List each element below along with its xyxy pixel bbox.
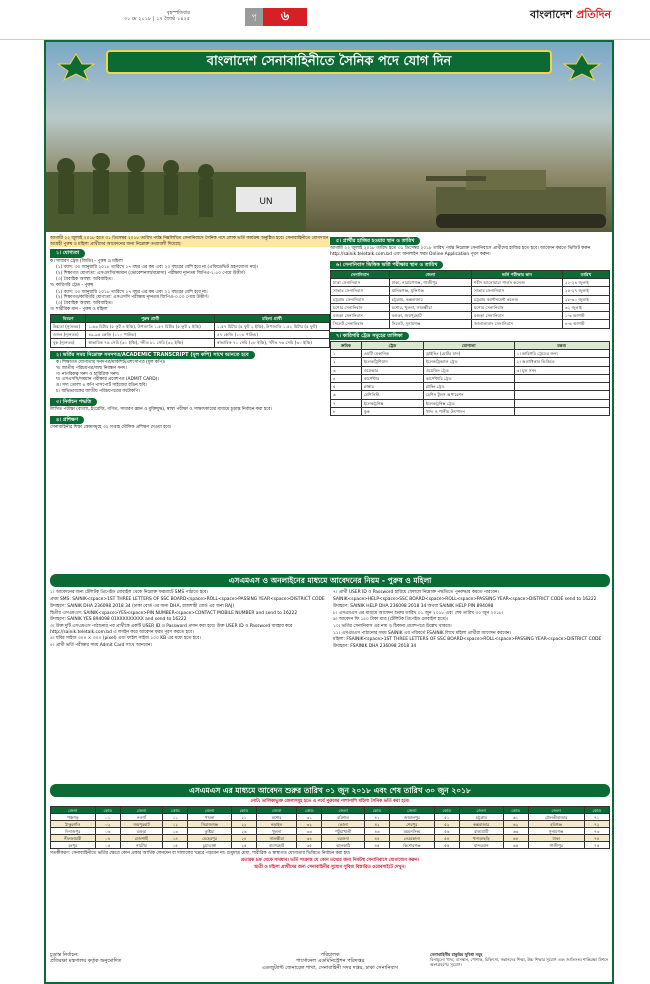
- table-cell: সাভার সেনানিবাস: [331, 287, 390, 295]
- table-row: [331, 312, 610, 320]
- table-cell: যশোর সেনানিবাস: [472, 303, 563, 311]
- table-cell: সিলেট সেনানিবাস: [331, 320, 390, 328]
- section-text: আগামী ২২ জুলাই ২০১৮ তারিখ হতে ৩১ ডিসেম্বর ২০১৮ তারিখ পর্যন্ত নিম্নোক্ত সেনানিবাসে প্রার্থীদের হাজির হতে হবে। আবেদন করতে ভিজিট করুন http://sainik.teletalk.com.bd এবং অনলাইন ফরম Online Application পূরণ করুন।: [330, 246, 591, 257]
- tank-illustration: [426, 142, 612, 232]
- table-cell: ৭৩: [584, 828, 609, 835]
- table-cell: সাতক্ষীরা: [257, 835, 297, 842]
- table-cell: উচ্চতা (ন্যূনতম): [51, 322, 86, 330]
- table-cell: ০৫: [95, 842, 120, 849]
- table-cell: ৪-৬ আগস্ট: [562, 320, 609, 328]
- table-cell: যশোর, খুলনা, সাতক্ষীরা: [389, 303, 471, 311]
- table-cell: সিলেট, সুনামগঞ্জ: [389, 320, 471, 328]
- table-cell: পটুয়াখালী: [322, 828, 364, 835]
- table-cell: ০৪: [95, 835, 120, 842]
- table-cell: কার্পেন্টার: [361, 374, 423, 382]
- page-number: ৬: [263, 8, 307, 26]
- table-cell: ৬২: [503, 821, 528, 828]
- table-cell: ৫৫: [434, 842, 459, 849]
- section-heading: ৩। নির্বাচন পদ্ধতি: [50, 398, 97, 406]
- table-cell: নড়াইল: [257, 821, 297, 828]
- table-cell: রাজশাহী: [120, 835, 162, 842]
- table-cell: প্লাম্বার: [361, 383, 423, 391]
- general-trade-heading: ক। সাধারণ ট্রেড (জিডি) - পুরুষ ও মহিলা: [50, 258, 123, 264]
- table-header: জেলা: [528, 807, 584, 814]
- table-cell: [514, 374, 610, 382]
- table-header: কোড: [95, 807, 120, 814]
- table-cell: ০২: [95, 821, 120, 828]
- application-date-band: এসএমএস এর মাধ্যমে আবেদন শুরুর তারিখ ০১ জুন ২০১৮ এবং শেষ তারিখ ৩০ জুন ২০১৮: [50, 784, 610, 797]
- table-row: [51, 842, 610, 849]
- table-cell: ৩৩: [297, 828, 322, 835]
- table-row: [51, 821, 610, 828]
- table-cell: ৭৪: [584, 835, 609, 842]
- table-row: [331, 366, 610, 374]
- physical-standard-table: [50, 314, 330, 348]
- table-cell: বুক (ন্যূনতম): [51, 339, 86, 347]
- table-cell: ১৩: [163, 828, 188, 835]
- footer-left-sub: প্রতিরক্ষা মন্ত্রণালয় কর্তৃক অনুমোদিত: [50, 958, 122, 965]
- sms-line: ৩। উক্ত দুটি এসএমএস পাঠানোর পর প্রার্থীকে একটি USER ID ও Password প্রদান করা হবে। উক্ত USER ID ও Password ব্যবহার করে http://sainik.teletalk.com.bd এ লগইন করে আবেদন ফরম পূরণ করতে হবে।: [50, 623, 293, 635]
- sms-line: দ্বিতীয় এসএমএস: SAINIK<space>YES<space>PIN NUMBER<space>CONTACT MOBILE NUMBER and send to 16222: [50, 610, 298, 616]
- table-cell: ৪৭ কেজি (১০৪ পাউন্ড): [214, 331, 329, 339]
- table-cell: ৫২: [434, 821, 459, 828]
- table-cell: ৮: [331, 407, 362, 415]
- footer-center-title: পরিচালক: [320, 952, 340, 958]
- table-cell: নীলফামারী: [51, 835, 96, 842]
- sms-left-column: [50, 590, 327, 650]
- table-cell: বগুড়া সেনানিবাস: [472, 312, 563, 320]
- table-cell: খাগড়াছড়ি: [459, 835, 503, 842]
- table-header: পুরুষ প্রার্থী: [86, 314, 215, 322]
- warning-highlight-2: ছাত্রী ও মহিলা প্রার্থীদের জন্য সেনাবাহিনীর সুযোগ সুবিধা বিস্তারিত ওয়েবসাইটে দেখুন।: [254, 864, 406, 870]
- warning-highlight: প্রতারক চক্র থেকে সাবধান। ভর্তি সংক্রান্ত যে কোন তথ্যের জন্য নিকটস্থ সেনানিবাসে যোগাযোগ করুন।: [240, 857, 420, 863]
- table-cell: ২৪: [231, 835, 256, 842]
- table-cell: ৬৪: [503, 835, 528, 842]
- table-header: কোড: [364, 807, 389, 814]
- table-cell: ১১: [163, 814, 188, 821]
- table-cell: ঢাকা: [528, 835, 584, 842]
- table-cell: ৪৪: [364, 835, 389, 842]
- newspaper-header: [0, 0, 650, 40]
- recruitment-advertisement: [44, 40, 614, 984]
- table-header: জেলা: [120, 807, 162, 814]
- table-header: জেলা: [389, 270, 471, 278]
- list-item: (২) শিক্ষাগত/কারিগরি যোগ্যতা: এসএসসি পরীক্ষায় ন্যূনতম জিপিএ-৩.০০ পেয়ে উত্তীর্ণ।: [56, 295, 209, 301]
- footer-left-title: চূড়ান্ত নির্বাচন:: [50, 952, 79, 958]
- ad-title: বাংলাদেশ সেনাবাহিনীতে সৈনিক পদে যোগ দিন: [206, 54, 452, 69]
- table-cell: [514, 407, 610, 415]
- table-cell: ৩। মূল সনদ: [514, 366, 610, 374]
- sms-line: ৫। প্রার্থী ভর্তি পরীক্ষার সময় Admit Card সাথে আনবেন।: [50, 643, 153, 649]
- table-cell: ৫১: [434, 814, 459, 821]
- cantonment-table: [330, 270, 610, 329]
- table-row: [331, 358, 610, 366]
- table-header: সেনানিবাস: [331, 270, 390, 278]
- table-cell: [514, 383, 610, 391]
- svg-text:UN: UN: [259, 197, 273, 207]
- table-row: [331, 399, 610, 407]
- table-header: তারিখ: [562, 270, 609, 278]
- table-cell: বগুড়া, জয়পুরহাট: [389, 312, 471, 320]
- sms-line: প্রথম SMS: SAINIK<space>1ST THREE LETTERS OF SSC BOARD<space>ROLL<space>PASSING YEAR<space>DISTRICT CODE: [50, 597, 325, 603]
- table-cell: ইলেকট্রনিক্স ট্রেড: [423, 399, 514, 407]
- table-header: কোড: [297, 807, 322, 814]
- table-cell: সাভার সেনানিবাস: [472, 287, 563, 295]
- weekday-label: বৃহস্পতিবার: [166, 10, 190, 16]
- table-row: [51, 322, 330, 330]
- table-cell: স্বাভাবিক ৭১ সেমি (২৮ ইঞ্চি), স্ফীত ৭৬ সেমি (৩০ ইঞ্চি): [214, 339, 329, 347]
- table-cell: ভোলা: [322, 821, 364, 828]
- army-emblem-right-icon: [562, 52, 602, 82]
- table-cell: চট্টগ্রাম: [459, 814, 503, 821]
- sms-right-column: [333, 590, 610, 650]
- left-column: [50, 236, 330, 433]
- sms-line: ১। আবেদনের জন্য টেলিটক প্রিপেইড মোবাইল থেকে নিম্নোক্ত ফরম্যাটে SMS পাঠাতে হবে।: [50, 590, 208, 596]
- list-item: (৩) বৈবাহিক অবস্থা: অবিবাহিত।: [56, 277, 113, 283]
- table-header: ক্রমিক: [331, 341, 362, 349]
- table-cell: ৫৪: [434, 835, 459, 842]
- list-item: ক। শিক্ষাগত যোগ্যতার সনদপত্র/মার্কশিট/প্রশংসাপত্র (মূল কপি)।: [56, 359, 166, 365]
- sms-columns: [50, 590, 610, 650]
- table-cell: পাবনা: [188, 814, 231, 821]
- district-note: নোট: তালিকাভুক্ত জেলাসমূহ হতে এ পর্বে পুরুষের পাশাপাশি মহিলা সৈনিক ভর্তি করা হবে।: [250, 799, 410, 805]
- table-cell: ৪: [331, 374, 362, 382]
- army-emblem-left-icon: [56, 52, 96, 82]
- table-cell: দিনাজপুর: [51, 828, 96, 835]
- table-cell: ৩৫: [297, 842, 322, 849]
- table-cell: ১.৫৭ মিটার (৫ ফুট ২ ইঞ্চি), উপজাতি ১.৫২ মিটার (৫ ফুট): [214, 322, 329, 330]
- table-row: [331, 287, 610, 295]
- table-cell: শহীদ আনোয়ারা গার্লস কলেজ: [472, 279, 563, 287]
- table-row: [331, 279, 610, 287]
- table-cell: বাগেরহাট: [257, 842, 297, 849]
- table-cell: ১: [331, 350, 362, 358]
- section-venue: [330, 236, 610, 258]
- table-cell: মানিকগঞ্জ, মুন্সিগঞ্জ: [389, 287, 471, 295]
- table-cell: নেত্রকোনা: [390, 835, 435, 842]
- table-cell: মৌলভীবাজার: [528, 814, 584, 821]
- table-header: বিবরণ: [51, 314, 86, 322]
- table-header: জেলা: [322, 807, 364, 814]
- table-cell: ৪২: [364, 821, 389, 828]
- technical-trade-heading: খ। কারিগরি ট্রেড - পুরুষ: [50, 282, 94, 288]
- table-cell: ওয়েল্ডিং ট্রেড: [423, 366, 514, 374]
- table-row: [331, 374, 610, 382]
- table-cell: ২২: [231, 821, 256, 828]
- table-cell: ওজন (ন্যূনতম): [51, 331, 86, 339]
- table-cell: হবিগঞ্জ: [528, 821, 584, 828]
- table-cell: স্বাভাবিক ৭৬ সেমি (৩০ ইঞ্চি), স্ফীত ৮১ সেমি (৩২ ইঞ্চি): [86, 339, 215, 347]
- footer-right-title: সেনাবাহিনীর চাকুরির সুবিধা সমূহ: [430, 952, 483, 957]
- sms-line: ১০। ভর্তির সেনানিবাস এর নাম ও ঠিকানা প্রবেশপত্রে উল্লেখ থাকবে।: [333, 623, 452, 629]
- table-cell: ৩৪: [297, 835, 322, 842]
- table-cell: সিরাজগঞ্জ: [188, 821, 231, 828]
- table-cell: ১। কারিগরি ট্রেডের জন্য: [514, 350, 610, 358]
- table-cell: মেশিনিস্ট: [361, 391, 423, 399]
- list-item: (৩) বৈবাহিক অবস্থা: অবিবাহিত।: [56, 301, 113, 307]
- table-cell: খুলনা: [257, 828, 297, 835]
- table-header: কোড: [231, 807, 256, 814]
- table-cell: ১২: [163, 821, 188, 828]
- table-header: জেলা: [459, 807, 503, 814]
- table-row: [331, 391, 610, 399]
- table-cell: ইলেকট্রিক্যাল ট্রেড: [423, 358, 514, 366]
- table-row: [331, 295, 610, 303]
- table-cell: সুনামগঞ্জ: [528, 828, 584, 835]
- intro-text: আগামী ২২ জুলাই ২০১৮ হতে ৩১ ডিসেম্বর ২০১৮ তারিখ পর্যন্ত নিম্নলিখিত সেনানিবাসে সৈনিক পদে লোক ভর্তি কার্যক্রম অনুষ্ঠিত হবে। সেনাবাহিনীতে যোগদানে আগ্রহী পুরুষ ও মহিলা প্রার্থীদের আবেদনের জন্য নিম্নোক্ত তথ্যাবলী দিয়েছে:: [50, 236, 329, 247]
- table-cell: বান্দরবান: [459, 842, 503, 849]
- table-row: [331, 320, 610, 328]
- table-cell: ১৪: [163, 835, 188, 842]
- table-header: জেলা: [51, 807, 96, 814]
- section-text: সেনাবাহিনীর শিক্ষা কেন্দ্রসমূহে ৩২ সপ্তাহ মৌলিক প্রশিক্ষণ দেওয়া হবে।: [50, 425, 172, 431]
- table-header: মহিলা প্রার্থী: [214, 314, 329, 322]
- warning-text: সতর্কীকরণ: সেনাবাহিনীতে ভর্তির ক্ষেত্রে কোন প্রকার আর্থিক লেনদেন বা দালালের খপ্পরে পড়বেন না। শুধুমাত্র মেধা, শারীরিক ও স্বাস্থ্যগত যোগ্যতার ভিত্তিতে নির্বাচন করা হয়।: [50, 851, 351, 857]
- table-header: জেলা: [188, 807, 231, 814]
- table-cell: ২৮-৩০ জুলাই: [562, 295, 609, 303]
- table-cell: ২২-২৪ জুলাই: [562, 279, 609, 287]
- sms-line: ৭। প্রার্থী USER ID ও Password হারিয়ে ফেললে নিম্নোক্ত পদ্ধতিতে পুনরুদ্ধার করতে পারবেন।: [333, 590, 499, 596]
- table-cell: চুয়াডাঙ্গা: [188, 842, 231, 849]
- table-row: [51, 339, 330, 347]
- table-cell: ৩১: [297, 814, 322, 821]
- section-heading: ৪। প্রশিক্ষণ: [50, 416, 84, 424]
- section-heading: ৫। প্রার্থীর হাজির হওয়ার স্থান ও তারিখ: [330, 237, 420, 245]
- table-cell: কুক: [361, 407, 423, 415]
- table-cell: নওগাঁ: [120, 814, 162, 821]
- section-heading: ৭। কারিগরি ট্রেড সমূহের তালিকা: [330, 332, 409, 340]
- table-cell: এমটি মেকানিক: [361, 350, 423, 358]
- footer-center-sub2: এডজুট্যান্ট জেনারেল শাখা, সেনাবাহিনী সদর দপ্তর, ঢাকা সেনানিবাস: [262, 964, 398, 971]
- table-cell: ঝালকাঠি: [322, 842, 364, 849]
- sms-line: ৪। ছবির সাইজ ৩০০ × ৩০০ (pixel) এবং ফাইল সাইজ ১০০ KB এর মধ্যে হতে হবে।: [50, 636, 201, 642]
- table-cell: জালালাবাদ সেনানিবাস: [472, 320, 563, 328]
- list-item: (১) বয়স: ৩০ জানুয়ারি ২০১৮ তারিখে ১৭ বছর এর কম এবং ২০ বছরের বেশি হবে না (এফিডেভিট গ্রহণযোগ্য নয়)।: [56, 265, 259, 271]
- table-cell: ৬১: [503, 814, 528, 821]
- table-cell: জামালপুর: [390, 814, 435, 821]
- table-cell: ঢাকা, নারায়ণগঞ্জ, গাজীপুর: [389, 279, 471, 287]
- table-row: [51, 814, 610, 821]
- table-cell: চট্টগ্রাম ক্যান্টনমেন্ট কলেজ: [472, 295, 563, 303]
- ad-footer: [50, 952, 610, 982]
- table-cell: [514, 391, 610, 399]
- table-cell: ওয়েল্ডার: [361, 366, 423, 374]
- sms-line: ১১। এসএমএস পাঠানোর সময় SAINIK এর পরিবর্তে FSAINIK লিখে মহিলা প্রার্থীরা আবেদন করবেন।: [333, 630, 511, 636]
- page-number-box: [245, 8, 307, 26]
- table-cell: ২। অগ্রাধিকার ভিত্তিতে: [514, 358, 610, 366]
- table-cell: রাঙামাটি: [459, 828, 503, 835]
- table-header: কোড: [163, 807, 188, 814]
- table-header: মন্তব্য: [514, 341, 610, 349]
- table-cell: খাদ্য ও পানীয় উৎপাদন: [423, 407, 514, 415]
- table-cell: নাটোর: [120, 842, 162, 849]
- table-header: ভর্তি পরীক্ষার স্থান: [472, 270, 563, 278]
- soldiers-illustration: [46, 132, 306, 232]
- section-cantonment-schedule: [330, 260, 610, 329]
- table-cell: ৩১ জুলাই: [562, 303, 609, 311]
- newspaper-logo: [530, 8, 611, 22]
- sms-line: SAINIK<space>HELP<space>SSC BOARD<space>ROLL<space>PASSING YEAR<space>DISTRICT CODE send to 16222: [333, 597, 597, 603]
- table-cell: ময়মনসিংহ: [390, 828, 435, 835]
- table-cell: যশোর সেনানিবাস: [331, 303, 390, 311]
- sms-line: ৯। আবেদন ফি ১৫০ টাকা মাত্র (টেলিটক প্রিপেইড মোবাইল হতে)।: [333, 617, 449, 623]
- table-cell: কুষ্টিয়া: [188, 828, 231, 835]
- table-cell: ৪৩: [364, 828, 389, 835]
- table-cell: ০৩: [95, 828, 120, 835]
- list-item: (২) শিক্ষাগত যোগ্যতা: এসএসসি/সমমান (ভোকেশনাল/মাদ্রাসা) পরীক্ষায় ন্যূনতম জিপিএ-২.৫০ পেয়ে উত্তীর্ণ।: [56, 271, 245, 277]
- table-cell: ঠাকুরগাঁও: [51, 821, 96, 828]
- table-row: [51, 331, 330, 339]
- list-item: খ। জাতীয় পরিচয়পত্র/জন্ম নিবন্ধন সনদ।: [56, 365, 127, 371]
- table-cell: পঞ্চগড়: [51, 814, 96, 821]
- table-row: [331, 350, 610, 358]
- table-row: [51, 835, 610, 842]
- table-header-row: [51, 807, 610, 814]
- director-signature: [250, 952, 410, 971]
- footer-center-sub: পার্সোনেল এডমিনিস্ট্রেশন পরিদপ্তর: [295, 958, 365, 965]
- banner: [46, 42, 612, 232]
- table-cell: ৭৫: [584, 842, 609, 849]
- table-cell: বগুড়া: [120, 828, 162, 835]
- table-cell: ২১: [231, 814, 256, 821]
- table-cell: ২: [331, 358, 362, 366]
- table-cell: জয়পুরহাট: [120, 821, 162, 828]
- table-cell: ১৫: [163, 842, 188, 849]
- section-heading: ১। যোগ্যতা: [50, 249, 85, 257]
- table-cell: ইলেকট্রনিক্স: [361, 399, 423, 407]
- table-cell: ৪৫: [364, 842, 389, 849]
- table-cell: ৫৩: [434, 828, 459, 835]
- logo-left: বাংলাদেশ: [530, 8, 576, 21]
- table-cell: প্লাম্বিং ট্রেড: [423, 383, 514, 391]
- table-cell: কক্সবাজার: [459, 821, 503, 828]
- sms-line: উদাহরণ: SAINIK DHA 236098 2018 34 (ঢাকা বোর্ড এর জন্য DHA, রাজশাহী বোর্ড এর জন্য RAJ): [50, 603, 235, 609]
- table-cell: ১.৬৩ মিটার (৫ ফুট ৪ ইঞ্চি), উপজাতি ১.৫৭ মিটার (৫ ফুট ২ ইঞ্চি): [86, 322, 215, 330]
- section-technical-trades: [330, 331, 610, 417]
- table-cell: ঢাকা সেনানিবাস: [331, 279, 390, 287]
- list-item: (১) বয়স: ৩০ জানুয়ারি ২০১৮ তারিখে ১৭ বছর এর কম এবং ২২ বছরের বেশি হবে না।: [56, 289, 208, 295]
- district-code-table: [50, 806, 610, 849]
- table-cell: গাজীপুর: [528, 842, 584, 849]
- table-cell: বগুড়া সেনানিবাস: [331, 312, 390, 320]
- sms-line: উদাহরণ: SAINIK HELP DHA 236098 2018 34 অথবা SAINIK HELP PIN 894098: [333, 603, 494, 609]
- page-tag: পৃ: [245, 8, 263, 26]
- section-heading: ২। ভর্তির সময় নিম্নোক্ত সনদপত্র/ACADEMIC TRANSCRIPT (মূল কপি) সাথে আনতে হবে: [50, 351, 255, 359]
- logo-right: প্রতিদিন: [575, 8, 612, 21]
- table-cell: কার্পেন্টারি ট্রেড: [423, 374, 514, 382]
- table-cell: ৫: [331, 383, 362, 391]
- table-row: [331, 383, 610, 391]
- table-header: জেলা: [257, 807, 297, 814]
- list-item: ঙ। সদ্য তোলা ৪ কপি পাসপোর্ট সাইজের রঙিন ছবি।: [56, 383, 148, 389]
- table-cell: কিশোরগঞ্জ: [390, 842, 435, 849]
- table-cell: শেরপুর: [390, 821, 435, 828]
- table-row: [331, 303, 610, 311]
- list-item: গ। নাগরিকত্ব সনদ ও চারিত্রিক সনদ।: [56, 371, 120, 377]
- table-header: কোড: [584, 807, 609, 814]
- sms-line: উদাহরণ: SAINIK YES 894098 01XXXXXXXXX and send to 16222: [50, 617, 187, 623]
- table-cell: ৭: [331, 399, 362, 407]
- table-cell: ০১: [95, 814, 120, 821]
- table-cell: রংপুর: [51, 842, 96, 849]
- table-cell: বরগুনা: [322, 835, 364, 842]
- final-selection-block: [50, 952, 121, 965]
- table-cell: মেশিন টুলস অপারেশন: [423, 391, 514, 399]
- district-section: [50, 784, 610, 871]
- table-cell: চট্টগ্রাম সেনানিবাস: [331, 295, 390, 303]
- table-row: [331, 407, 610, 415]
- table-header: যোগ্যতা: [423, 341, 514, 349]
- table-cell: ৪১: [364, 814, 389, 821]
- table-cell: চট্টগ্রাম, কক্সবাজার: [389, 295, 471, 303]
- table-cell: ২৫-২৭ জুলাই: [562, 287, 609, 295]
- table-header: জেলা: [390, 807, 435, 814]
- sms-title: এসএমএস ও অনলাইনের মাধ্যমে আবেদনের নিয়ম - পুরুষ ও মহিলা: [50, 574, 610, 587]
- sms-section: [50, 574, 610, 651]
- table-cell: ৬৩: [503, 828, 528, 835]
- table-cell: মেহেরপুর: [188, 835, 231, 842]
- list-item: চ। অভিভাবকের জাতীয় পরিচয়পত্রের ফটোকপি।: [56, 389, 140, 395]
- table-cell: যশোর: [257, 814, 297, 821]
- table-cell: ৭২: [584, 821, 609, 828]
- table-cell: ১-৩ আগস্ট: [562, 312, 609, 320]
- table-cell: ড্রাইভিং (মোটর যান): [423, 350, 514, 358]
- table-row: [51, 828, 610, 835]
- section-training: [50, 415, 330, 431]
- table-cell: ৩২: [297, 821, 322, 828]
- table-cell: ৪৯.৯৫ কেজি (১১০ পাউন্ড): [86, 331, 215, 339]
- footer-right-sub: বিনামূল্যে খাদ্য, বাসস্থান, পোশাক, চিকিৎসা, সন্তানদের শিক্ষা, উচ্চ শিক্ষার সুযোগ এবং জাতিসংঘ শান্তিরক্ষা মিশনে অংশগ্রহণের সুযোগ।: [430, 957, 609, 967]
- list-item: ঘ। এসএসসি/সমমান পরীক্ষার প্রবেশপত্র (ADMIT CARD)।: [56, 377, 159, 383]
- sms-line: মহিলা: FSAINIK<space>1ST THREE LETTERS OF SSC BOARD<space>ROLL<space>PASSING YEAR<space>DISTRICT CODE: [333, 637, 602, 643]
- table-header: ট্রেড: [361, 341, 423, 349]
- table-cell: ২৫: [231, 842, 256, 849]
- sms-line: ৮। এসএমএস এর মাধ্যমে আবেদন শুরুর তারিখ ০১ জুন ২০১৮ এবং শেষ তারিখ ৩০ জুন ২০১৮।: [333, 610, 504, 616]
- section-heading: ৬। সেনানিবাস ভিত্তিক ভর্তি পরীক্ষার স্থান ও তারিখ: [330, 261, 443, 269]
- date-text: ৩১ মে ২০১৮ | ১৭ জ্যৈষ্ঠ ১৪২৫: [123, 16, 190, 23]
- trades-table: [330, 341, 610, 416]
- section-eligibility: [50, 248, 330, 347]
- table-cell: ৩: [331, 366, 362, 374]
- table-cell: ৭১: [584, 814, 609, 821]
- issue-date: [60, 10, 190, 23]
- table-cell: বরিশাল: [322, 814, 364, 821]
- title-bar: [106, 50, 552, 74]
- sms-line: উদাহরণ: FSAINIK DHA 236098 2018 34: [333, 644, 417, 650]
- section-text: লিখিত পরীক্ষা (বাংলা, ইংরেজি, গণিত, সাধারণ জ্ঞান ও মুক্তিযুদ্ধ), স্বাস্থ্য পরীক্ষা ও সাক্ষাৎকারের মাধ্যমে চূড়ান্ত নির্বাচন করা হবে।: [50, 407, 272, 413]
- section-documents: [50, 350, 330, 395]
- table-cell: ২৩: [231, 828, 256, 835]
- table-header: কোড: [434, 807, 459, 814]
- table-header: কোড: [503, 807, 528, 814]
- table-cell: [514, 399, 610, 407]
- table-cell: ৬: [331, 391, 362, 399]
- benefits-block: [430, 952, 610, 967]
- table-cell: ৬৫: [503, 842, 528, 849]
- right-column: [330, 236, 610, 418]
- physical-standard-heading: গ। শারীরিক মান - পুরুষ ও মহিলা: [50, 307, 108, 312]
- table-cell: ইলেকট্রিশিয়ান: [361, 358, 423, 366]
- section-selection: [50, 397, 330, 413]
